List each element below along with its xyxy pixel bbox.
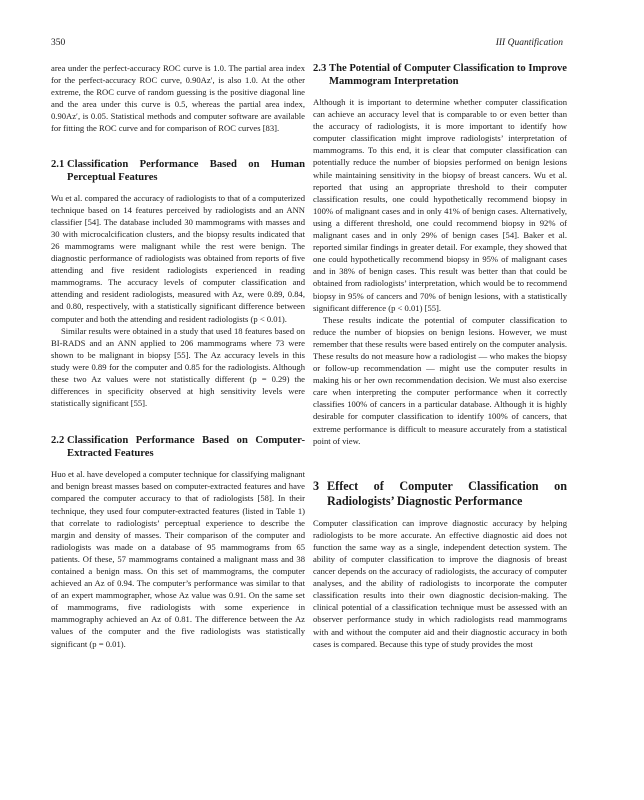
right-column [313, 62, 567, 650]
section-number: 2.3 [313, 63, 327, 74]
section-title: The Potential of Computer Classification to Improve Mammogram Interpretation [329, 63, 567, 87]
chapter-3-heading [313, 479, 567, 509]
section-2-3-heading [313, 62, 567, 88]
section-number: 2.2 [51, 435, 65, 447]
section-2-1-heading [51, 158, 305, 184]
section-number: 3 [313, 478, 320, 493]
paragraph: These results indicate the potential of computer classification to reduce the number of biopsies on benign lesions. However, we must remember that these results were based entirely on the computer analysis. These results do not measure how a radiologist — who makes the biopsy or follow-up recommendation — might use the computer results in making his or her own recommendation decision. We must also exercise care when interpreting the computer performance when it correctly classifies 100% of cancers in a particular database. Although it is highly desirable for computer classification to identify 100% of cancers, that extreme performance is difficult to measure accurately from a statistical point of view. [313, 314, 567, 446]
section-2-2-heading [51, 434, 305, 460]
running-head: III Quantification [495, 38, 563, 48]
paragraph: Wu et al. compared the accuracy of radiologists to that of a computerized technique based on 14 features perceived by radiologists and an ANN classifier [54]. The database included 30 mammograms with masses and 30 with microcalcification clusters, and the biopsy results indicated that 26 mammograms were malignant while the rest were benign. The diagnostic performance of radiologists was obtained from reports of five attending and five resident radiologists experienced in reading mammograms. The accuracy levels of computer classification and attending and resident radiologists, measured with Az, were 0.89, 0.84, and 0.80, respectively, with a statistically significant difference between computer and both the attending and resident radiologists (p < 0.01). [51, 192, 305, 324]
paragraph: Although it is important to determine whether computer classification can achieve an accuracy level that is comparable to or even better than the accuracy of radiologists, it is more important to identify how computer classification might improve radiologists’ interpretation of mammograms. To this end, it is clear that computer classification can potentially reduce the number of biopsies performed on benign lesions while maintaining sensitivity in the biopsy of breast cancers. Wu et al. reported that using an appropriate threshold to their computer classification results, one could hypothetically recommend biopsy in 100% of malignant cases and in only 41% of benign cases. Alternatively, using a different threshold, one could recommend biopsy in 92% of malignant cases and in only 29% of benign cases [54]. Baker et al. reported similar findings in greater detail. For example, they showed that one could hypothetically recommend biopsy in 95% of malignant cases and in 38% of benign cases. This result was better than that could be obtained from radiologists’ interpretation, which would be to recommend biopsy in 95% of cancers and 70% of benign lesions, with a statistically significant difference (p < 0.01) [55]. [313, 97, 567, 313]
section-title: Classification Performance Based on Human Perceptual Features [67, 158, 305, 183]
paragraph: Similar results were obtained in a study that used 18 features based on BI-RADS and an ANN applied to 206 mammograms where 73 were shown to be malignant in biopsy [55]. The Az accuracy levels in this study were 0.89 for the computer and 0.85 for the radiologists. Although these two Az values were not statistically different (p = 0.29) the differences in specificity observed at high sensitivity levels were statistically significant [55]. [51, 325, 305, 409]
page-header [51, 38, 563, 52]
page-number: 350 [51, 38, 66, 48]
paragraph: Huo et al. have developed a computer technique for classifying malignant and benign breast masses based on computer-extracted features and have compared the computer accuracy to that of radiologists [58]. In their technique, they used four computer-extracted features (listed in Table 1) that correlate to radiologists’ perceptual experience to describe the margin and density of masses. Their comparison of the computer and radiologists was made on a database of 95 mammograms from 65 patients. Of these, 57 mammograms contained a malignant mass and 38 contained a benign mass. On this set of mammograms, the computer achieved an Az of 0.94. The computer’s performance was similar to that of an expert mammographer, whose Az value was 0.91. On the same set of mammograms, five radiologists with some experience in mammography achieved an Az of 0.81. The difference between the Az values of the computer and the five radiologists was statistically significant (p = 0.01). [51, 469, 305, 649]
paragraph: Computer classification can improve diagnostic accuracy by helping radiologists to be more accurate. An effective diagnostic aid does not function the same way as a single, independent detection system. The ability of computer classification to improve the diagnosis of breast cancer depends on the accuracy of radiologists, the accuracy of computer analyses, and the ability of radiologists to incorporate the computer classification results into their own diagnostic decision-making. The clinical potential of a classification technique must be assessed with an observer performance study in which radiologists read mammograms with and without the computer aid and their diagnostic accuracy in both cases is compared. Because this type of study provides the most [313, 517, 567, 649]
section-title: Effect of Computer Classification on Radiologists’ Diagnostic Performance [327, 478, 567, 508]
section-title: Classification Performance Based on Computer-Extracted Features [67, 435, 305, 460]
left-column [51, 62, 305, 650]
section-number: 2.1 [51, 158, 65, 170]
intro-paragraph: area under the perfect-accuracy ROC curve is 1.0. The partial area index for the perfect-accuracy ROC curve, 0.90Az′, is also 1.0. At the other extreme, the ROC curve of random guessing is the positive diagonal line and the area under this curve is 0.5, whereas the partial area index, 0.90Az′, is 0.05. Statistical methods and computer software are available for fitting the ROC curve and for comparison of ROC curves [83]. [51, 63, 305, 134]
